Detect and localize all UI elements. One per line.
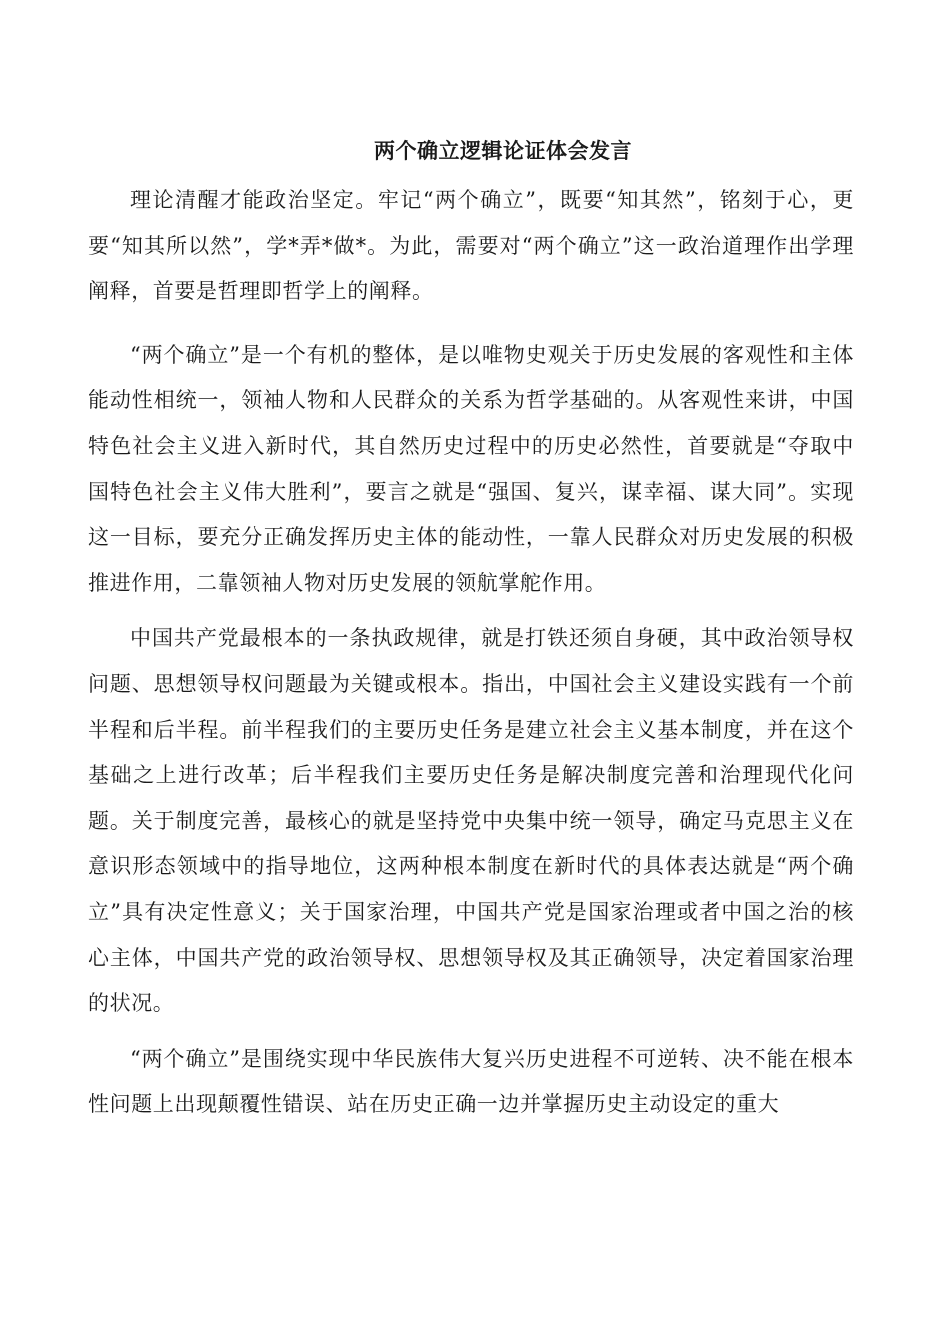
document-page [88, 128, 854, 1128]
paragraph-2: “两个确立”是一个有机的整体，是以唯物史观关于历史发展的客观性和主体能动性相统一，领袖人物和人民群众的关系为哲学基础的。从客观性来讲，中国特色社会主义进入新时代，其自然历史过程中的历史必然性，首要就是“夺取中国特色社会主义伟大胜利”，要言之就是“强国、复兴，谋幸福、谋大同”。实现这一目标，要充分正确发挥历史主体的能动性，一靠人民群众对历史发展的积极推进作用，二靠领袖人物对历史发展的领航掌舵作用。 [88, 342, 854, 595]
paragraph-1: 理论清醒才能政治坚定。牢记“两个确立”，既要“知其然”，铭刻于心，更要“知其所以然”，学*弄*做*。为此，需要对“两个确立”这一政治道理作出学理阐释，首要是哲理即哲学上的阐释。 [88, 188, 854, 304]
paragraph-4: “两个确立”是围绕实现中华民族伟大复兴历史进程不可逆转、决不能在根本性问题上出现颠覆性错误、站在历史正确一边并掌握历史主动设定的重大 [88, 1046, 854, 1117]
document-title: 两个确立逻辑论证体会发言 [374, 138, 632, 163]
paragraph-3: 中国共产党最根本的一条执政规律，就是打铁还须自身硬，其中政治领导权问题、思想领导权问题最为关键或根本。指出，中国社会主义建设实践有一个前半程和后半程。前半程我们的主要历史任务是建立社会主义基本制度，并在这个基础之上进行改革；后半程我们主要历史任务是解决制度完善和治理现代化问题。关于制度完善，最核心的就是坚持党中央集中统一领导，确定马克思主义在意识形态领域中的指导地位，这两种根本制度在新时代的具体表达就是“两个确立”具有决定性意义；关于国家治理，中国共产党是国家治理或者中国之治的核心主体，中国共产党的政治领导权、思想领导权及其正确领导，决定着国家治理的状况。 [88, 626, 854, 1016]
